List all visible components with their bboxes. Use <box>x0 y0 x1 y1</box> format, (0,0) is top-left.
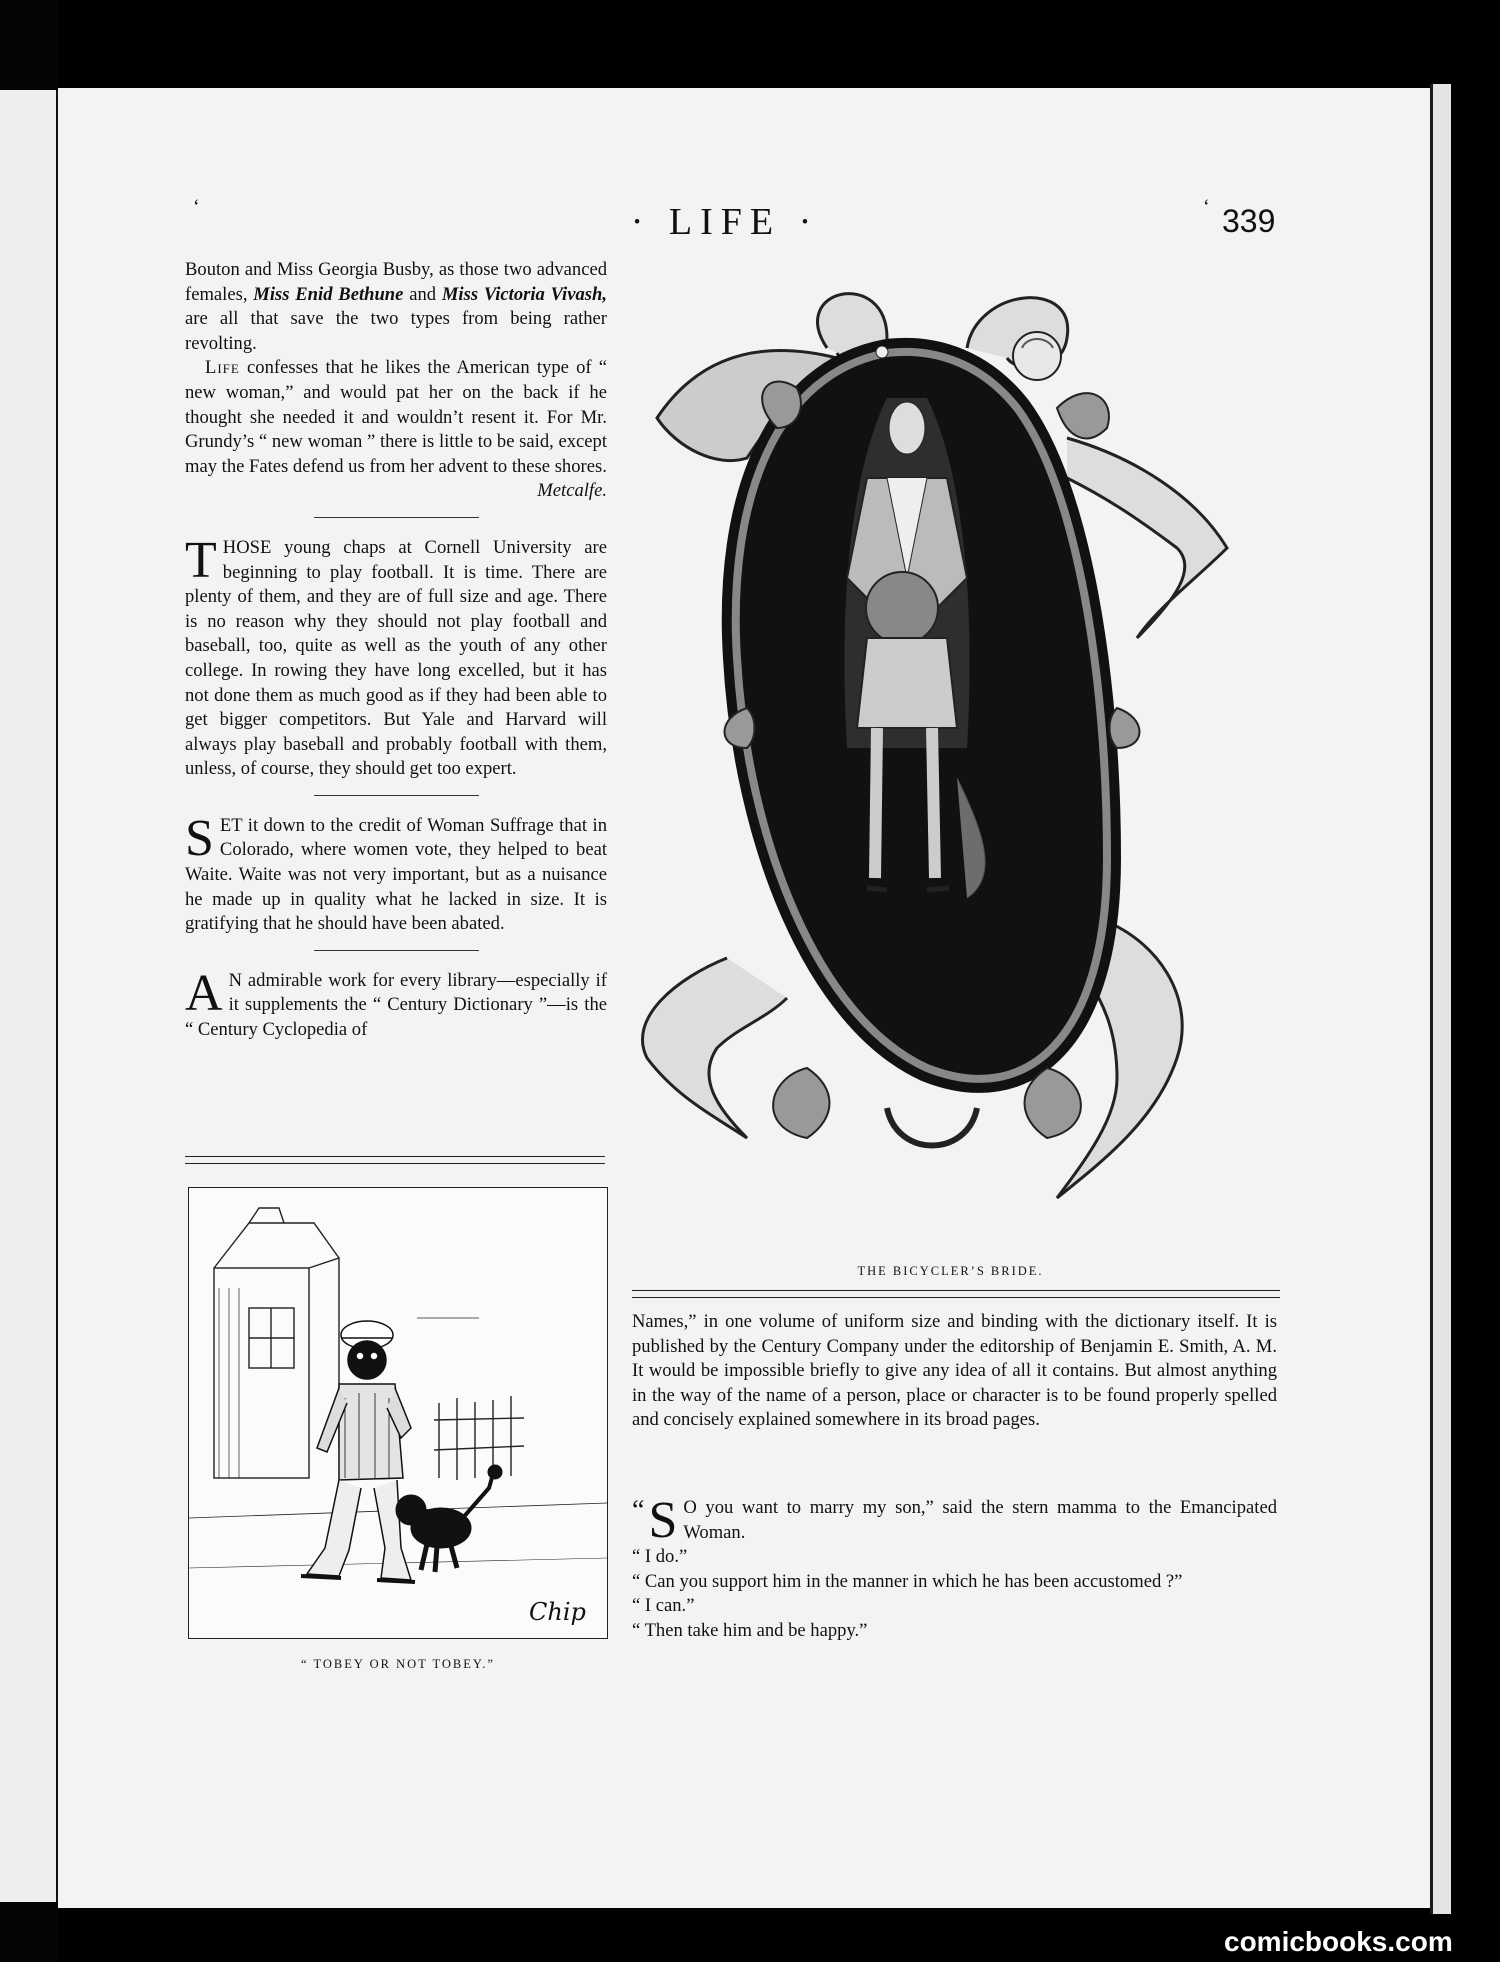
double-rule <box>185 1156 605 1164</box>
poodle <box>396 1465 502 1572</box>
cartoon-caption: “ TOBEY OR NOT TOBEY.” <box>301 1657 495 1671</box>
page-number: 339 <box>1222 203 1276 239</box>
watermark: comicbooks.com <box>1224 1926 1453 1957</box>
opening-quote: “ <box>632 1495 645 1526</box>
right-column <box>632 1310 1277 1433</box>
character-name: Miss Victoria Vivash, <box>441 283 607 305</box>
drop-cap: A <box>185 964 223 1022</box>
paragraph: Life confesses that he likes the American type of “ new woman,” and would pat her on the back if he thought she needed it and wouldn’t resent it. For Mr. Grundy’s “ new woman ” there is little to be said, except may the Fates defend us from her advent to these shores. <box>185 357 607 477</box>
left-column <box>185 258 607 1043</box>
cartoon-panel <box>188 1187 608 1639</box>
paragraph: SET it down to the credit of Woman Suffrage that in Colorado, where women vote, they helped to beat Waite. Waite was not very important, but as a nuisance he made up in quality what he lacked in size. It is gratifying that he should have been abated. <box>185 809 607 935</box>
illustration-caption: THE BICYCLER’S BRIDE. <box>857 1264 1044 1278</box>
paragraph: “ S O you want to marry my son,” said the stern mamma to the Emancipated Woman. <box>632 1492 1277 1549</box>
cartoon-signature: Chip <box>529 1598 586 1626</box>
drop-cap: S <box>185 809 214 867</box>
figure <box>301 1321 415 1582</box>
double-rule <box>632 1290 1280 1298</box>
dialogue-block <box>632 1492 1277 1644</box>
cherub <box>1013 332 1061 380</box>
character-name: Miss Enid Bethune <box>253 283 404 305</box>
facing-page-edge <box>0 90 60 1902</box>
dialogue-line: “ Then take him and be happy.” <box>632 1619 868 1641</box>
section-divider <box>314 517 479 518</box>
print-mark: ‘ <box>1203 196 1210 218</box>
section-divider <box>314 795 479 796</box>
masthead: · LIFE · <box>630 201 820 243</box>
paragraph: A N admirable work for every library—especially if it supplements the “ Century Dictionary ”—is the “ Century Cyclopedia of <box>185 964 607 1041</box>
dialogue-line: “ I can.” <box>632 1595 695 1617</box>
drop-cap: S <box>648 1492 678 1549</box>
drop-cap: T <box>185 531 217 589</box>
cartoon-drawing <box>189 1188 607 1638</box>
print-mark: ‘ <box>193 196 200 218</box>
paragraph: THOSE young chaps at Cornell University are beginning to play football. It is time. There are plenty of them, and they are of full size and age. There is no reason why they should not play football and baseball, too, quite as well as the youth of any other college. In rowing they have long excelled, but it has not done them as much good as if they had been able to get bigger competitors. But Yale and Harvard will always play baseball and probably football with them, unless, of course, they should get too expert. <box>185 531 607 780</box>
dialogue-line: “ Can you support him in the manner in which he has been accustomed ?” <box>632 1570 1183 1592</box>
paragraph: Names,” in one volume of uniform size and binding with the dictionary itself. It is published by the Century Company under the editorship of Benjamin E. Smith, A. M. It would be impossible briefly to give any idea of all it contains. But almost anything in the way of the name of a person, place or character is to be found properly spelled and concisely explained somewhere in its broad pages. <box>632 1311 1277 1431</box>
dialogue-line: “ I do.” <box>632 1546 688 1568</box>
section-divider <box>314 950 479 951</box>
author-signature: Metcalfe. <box>537 480 607 502</box>
bride-illustration <box>637 278 1264 1238</box>
page-edge <box>1430 84 1451 1914</box>
illustration-drawing <box>637 278 1264 1238</box>
paragraph: Bouton and Miss Georgia Busby, as those two advanced females, Miss Enid Bethune and Miss Victoria Vivash, are all that save the two types from being rather revolting. <box>185 259 607 354</box>
